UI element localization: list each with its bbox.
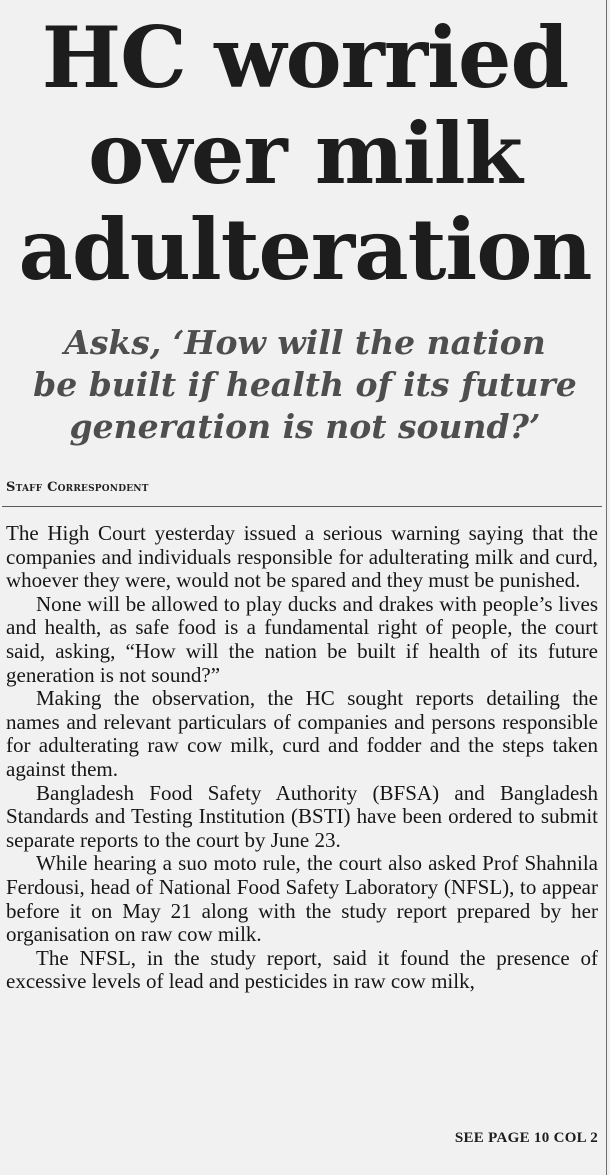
paragraph-4: Bangladesh Food Safety Authority (BFSA) and Bangladesh Standards and Testing Institution (BSTI) have been ordered to submit separate reports to the court by June 23. <box>6 780 598 852</box>
byline-divider <box>2 506 602 507</box>
article-body <box>6 522 598 994</box>
paragraph-3: Making the observation, the HC sought reports detailing the names and relevant particulars of companies and persons responsible for adulterating raw cow milk, curd and fodder and the steps taken against them. <box>6 686 598 781</box>
subheadline <box>0 322 610 448</box>
headline-line-3: adulteration <box>18 200 592 299</box>
paragraph-5: While hearing a suo moto rule, the court also asked Prof Shahnila Ferdousi, head of National Food Safety Laboratory (NFSL), to appear before it on May 21 along with the study report prepared by her organisation on raw cow milk. <box>6 851 598 947</box>
paragraph-1: The High Court yesterday issued a serious warning saying that the companies and individuals responsible for adulterating milk and curd, whoever they were, would not be spared and they must be punished. <box>6 521 598 593</box>
paragraph-2: None will be allowed to play ducks and drakes with people’s lives and health, as safe food is a fundamental right of people, the court said, asking, “How will the nation be built if health of its future generation is not sound?” <box>6 591 598 687</box>
headline-line-1: HC worried <box>41 8 569 107</box>
subheadline-line-2: be built if health of its future <box>33 365 577 404</box>
continued-on-page-note: SEE PAGE 10 COL 2 <box>454 1130 598 1146</box>
paragraph-6: The NFSL, in the study report, said it found the presence of excessive levels of lead and pesticides in raw cow milk, <box>6 945 598 994</box>
subheadline-line-3: generation is not sound?’ <box>69 407 541 446</box>
byline: Staff Correspondent <box>6 480 149 495</box>
headline <box>0 10 610 298</box>
headline-line-2: over milk <box>88 104 522 203</box>
subheadline-line-1: Asks, ‘How will the nation <box>64 323 546 362</box>
